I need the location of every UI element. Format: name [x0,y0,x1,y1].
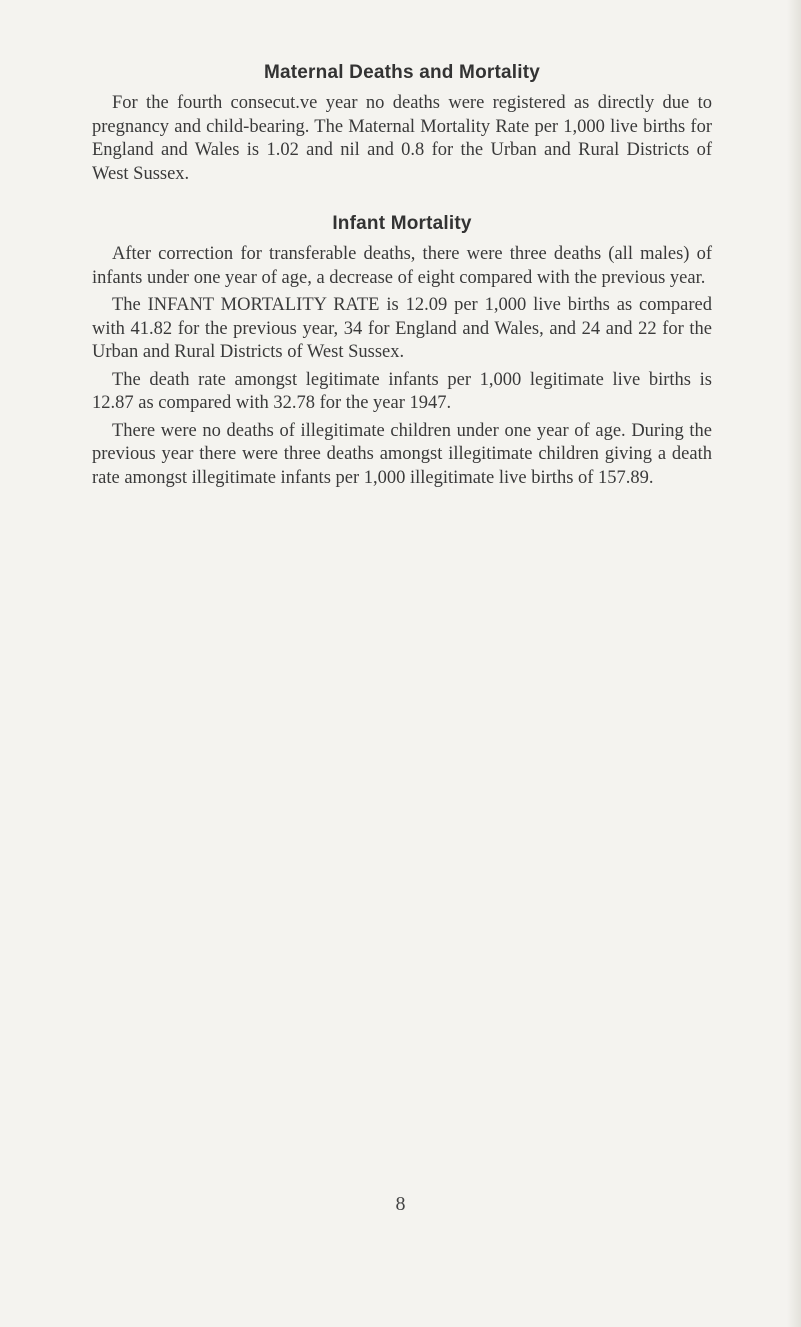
heading-maternal-deaths: Maternal Deaths and Mortality [263,62,541,83]
paragraph-legitimate-death-rate: The death rate amongst legitimate infants per 1,000 legitimate live births is 12.87 as compared with 32.78 for the year 1947. [92,369,712,413]
paragraph-transferable-deaths: After correction for transferable deaths, there were three deaths (all males) of infants under one year of age, a decrease of eight compared with the previous year. [92,244,712,288]
paragraph-maternal-mortality: For the fourth consecut.ve year no deaths were registered as directly due to pregnancy and child-bearing. The Maternal Mortality Rate per 1,000 live births for England and Wales is 1.02 and nil and 0.8 for the Urban and Rural Districts of West Sussex. [92,93,712,184]
page-edge-shadow [787,0,801,1327]
heading-infant-mortality: Infant Mortality [332,213,472,234]
page-number: 8 [395,1193,406,1215]
paragraph-infant-mortality-rate: The INFANT MORTALITY RATE is 12.09 per 1,000 live births as compared with 41.82 for the previous year, 34 for England and Wales, and 24 and 22 for the Urban and Rural Districts of West Sussex. [92,295,712,362]
document-page [92,62,712,494]
paragraph-illegitimate-deaths: There were no deaths of illegitimate children under one year of age. During the previous year there were three deaths amongst illegitimate children giving a death rate amongst illegitimate infants per 1,000 illegitimate live births of 157.89. [92,420,712,488]
